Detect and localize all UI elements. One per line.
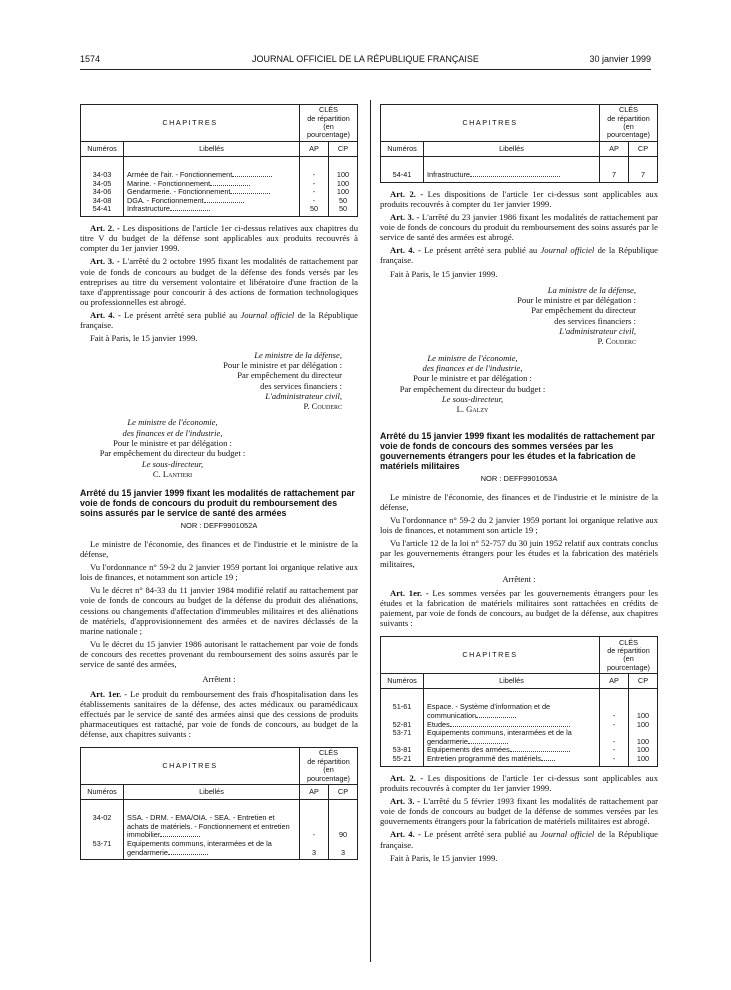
article-2b: Art. 2. - Les dispositions de l'article 1er ci-dessus sont applicables aux produits recouvrés à compter du 1er janvier 1999. [380, 772, 658, 793]
table-row: 51-61 Espace. - Système d'information et de communication - 100 [381, 703, 658, 720]
col-cp: CP [329, 142, 358, 157]
article-2: Art. 2. - Les dispositions de l'article 1er ci-dessus relatives aux chapitres du titre V du budget de la défense sont applicables aux produits recouvrés à compter du 1er janvier 1999. [80, 223, 359, 254]
article-1: Art. 1er. - Le produit du remboursement des frais d'hospitalisation dans les établissements sanitaires de la défense, des actes médicaux ou paramédicaux effectués par le service de santé des armées ainsi que des cessions de produits pharmaceutiques est rattaché, par voie de fonds de concours, au budget de la défense, aux chapitres suivants : [80, 688, 358, 740]
table-row: 54-41 Infrastructure 7 7 [381, 171, 658, 182]
table-head-cles: CLÉS de répartition (en pourcentage) [300, 748, 358, 785]
table-row: 52-81 Etudes - 100 [381, 721, 658, 730]
table-head-chapitres: CHAPITRES [81, 105, 300, 142]
preamble-2: Vu l'ordonnance n° 59-2 du 2 janvier 1959 portant loi organique relative aux lois de finances, et notamment son article 19 ; [80, 562, 358, 583]
nor-reference-2: NOR : DEFF9901052A [180, 520, 258, 530]
left-column [80, 104, 358, 866]
article-4: Art. 4. - Le présent arrêté sera publié au Journal officiel de la République française. [80, 310, 358, 331]
table-row: 53-71 Equipements communs, interarmées et de la gendarmerie - 100 [381, 729, 658, 746]
table-head-chapitres: CHAPITRES [81, 748, 300, 785]
article-1: Art. 1er. - Les sommes versées par les gouvernements étrangers pour les études et la fabrication de matériels militaires sont rattachées en crédits de paiement, par voie de fonds de concours, au budget de la défense, aux chapitres suivants : [380, 587, 658, 629]
signature-defense: La ministre de la défense, Pour le ministre et par délégation : Par empêchement du directeur des services financiers : L'administrateur civil, P. Couderc [517, 284, 636, 347]
preamble-4: Vu le décret du 15 janvier 1986 autorisant le rattachement par voie de fonds de concours des recettes provenant du remboursement des soins assurés par le service de santé des armées, [80, 638, 358, 670]
article-3: Art. 3. - L'arrêté du 2 octobre 1995 fixant les modalités de rattachement par voie de fonds de concours au budget de la défense des fonds versés par les entreprises au titre du versement volontaire et libératoire d'une fraction de la taxe d'apprentissage pour concourir à des actions de formation technologiques ou professionnelles est abrogé. [80, 256, 358, 308]
preamble-3: Vu l'article 12 de la loi n° 52-757 du 30 juin 1952 relatif aux contrats conclus par les gouvernements étrangers pour les études et la fabrication des matériels militaires, [380, 538, 658, 569]
fait-a-paris-2: Fait à Paris, le 15 janvier 1999. [390, 852, 498, 863]
arretent: Arrêtent : [502, 573, 536, 584]
fait-a-paris: Fait à Paris, le 15 janvier 1999. [90, 333, 198, 344]
col-ap: AP [300, 142, 329, 157]
preamble-1: Le ministre de l'économie, des finances et de l'industrie et le ministre de la défense, [80, 538, 358, 559]
article-4: Art. 4. - Le présent arrêté sera publié au Journal officiel de la République française. [380, 245, 658, 266]
article-3b: Art. 3. - L'arrêté du 5 février 1993 fixant les modalités de rattachement par voie de fonds de concours au budget de la défense de sommes versées par les gouvernements étrangers pour la fabrication de matériels militaires est abrogé. [380, 795, 659, 827]
decree-title-2: Arrêté du 15 janvier 1999 fixant les modalités de rattachement par voie de fonds de concours du produit du remboursement des soins assurés par le service de santé des armées [80, 488, 355, 519]
table-row: 34-08 DGA. - Fonctionnement - 50 [81, 197, 358, 206]
decree-title-3: Arrêté du 15 janvier 1999 fixant les modalités de rattachement par voie de fonds de concours des sommes versées par les gouvernements étrangers pour les études et la fabrication de matériels militaires [380, 431, 655, 472]
article-2: Art. 2. - Les dispositions de l'article 1er ci-dessus sont applicables aux produits recouvrés à compter du 1er janvier 1999. [380, 188, 658, 209]
table-row: 54-41 Infrastructure 50 50 [81, 205, 358, 216]
article-4b: Art. 4. - Le présent arrêté sera publié au Journal officiel de la République française. [380, 829, 658, 850]
arretent: Arrêtent : [202, 674, 236, 685]
column-divider [370, 100, 371, 962]
journal-title: JOURNAL OFFICIEL DE LA RÉPUBLIQUE FRANÇAISE [252, 54, 479, 64]
col-libelles: Libellés [124, 142, 300, 157]
allocation-table-2: CHAPITRES CLÉS de répartition (en pourcentage) Numéros Libellés AP CP 34-02 SSA. - DRM. - EMA/OIA. - SEA. - Entretien et achats de matériels. - Fonctionnement et entretien immobilier - 90 53-71 Equipements communs, interarmées et de la gendarmerie 3 3 [80, 747, 358, 860]
page-header [80, 54, 651, 68]
header-rule [80, 69, 651, 70]
issue-date: 30 janvier 1999 [589, 54, 651, 64]
fait-a-paris: Fait à Paris, le 15 janvier 1999. [390, 268, 498, 279]
table-row: 55-21 Entretien programmé des matériels - 100 [381, 755, 658, 766]
col-numeros: Numéros [81, 142, 124, 157]
signature-economie: Le ministre de l'économie, des finances et de l'industrie, Pour le ministre et par délégation : Par empêchement du directeur du budget : Le sous-directeur, L. Galzy [399, 352, 546, 415]
table-row: 53-81 Equipements des armées - 100 [381, 746, 658, 755]
preamble-1: Le ministre de l'économie, des finances et de l'industrie et le ministre de la défense, [380, 491, 658, 512]
table-row: 34-02 SSA. - DRM. - EMA/OIA. - SEA. - Entretien et achats de matériels. - Fonctionnement et entretien immobilier - 90 [81, 814, 358, 840]
right-column [380, 104, 658, 866]
allocation-table-3: CHAPITRES CLÉS de répartition (en pourcentage) Numéros Libellés AP CP 51-61 Espace. - Système d'information et de communication - 100 52-81 Etudes - 100 53-71 Equipements communs, interarmées et de la gendarmerie - 100 53-81 Equipements des armées - 100 55-21 Entretien programmé des matériels - 100 [380, 636, 658, 766]
preamble-2: Vu l'ordonnance n° 59-2 du 2 janvier 1959 portant loi organique relative aux lois de finances, et notamment son article 19 ; [380, 514, 658, 536]
table-row: 53-71 Equipements communs, interarmées et de la gendarmerie 3 3 [81, 840, 358, 860]
table-row: 34-03 Armée de l'air. - Fonctionnement - 100 [81, 171, 358, 180]
signature-economie: Le ministre de l'économie, des finances et de l'industrie, Pour le ministre et par délégation : Par empêchement du directeur du budget : Le sous-directeur, C. Lantieri [99, 417, 246, 480]
preamble-3: Vu le décret n° 84-33 du 11 janvier 1984 modifié relatif au rattachement par voie de fonds de concours au budget de la défense du produit des aliénations, cessions ou changements d'affectation d'immeubles militaires et des aliénations de matériels, d'approvisionnement des armées et de navires déclassés de la marine nationale ; [80, 585, 358, 636]
page-number: 1574 [80, 54, 101, 64]
article-3: Art. 3. - L'arrêté du 23 janvier 1986 fixant les modalités de rattachement par voie de fonds de concours du produit du remboursement des soins assurés par le service de santé des armées est abrogé. [380, 211, 658, 243]
allocation-table-1-cont: CHAPITRES CLÉS de répartition (en pourcentage) Numéros Libellés AP CP 54-41 Infrastructure 7 7 [380, 104, 658, 183]
nor-reference-3: NOR : DEFF9901053A [480, 473, 558, 483]
table-row: 34-06 Gendarmerie. - Fonctionnement - 100 [81, 188, 358, 197]
table-head-cles: CLÉS de répartition (en pourcentage) [300, 105, 358, 142]
allocation-table-1 [80, 104, 358, 217]
signature-defense: Le ministre de la défense, Pour le ministre et par délégation : Par empêchement du directeur des services financiers : L'administrateur civil, P. Couderc [223, 349, 342, 412]
table-row: 34-05 Marine. - Fonctionnement - 100 [81, 180, 358, 189]
